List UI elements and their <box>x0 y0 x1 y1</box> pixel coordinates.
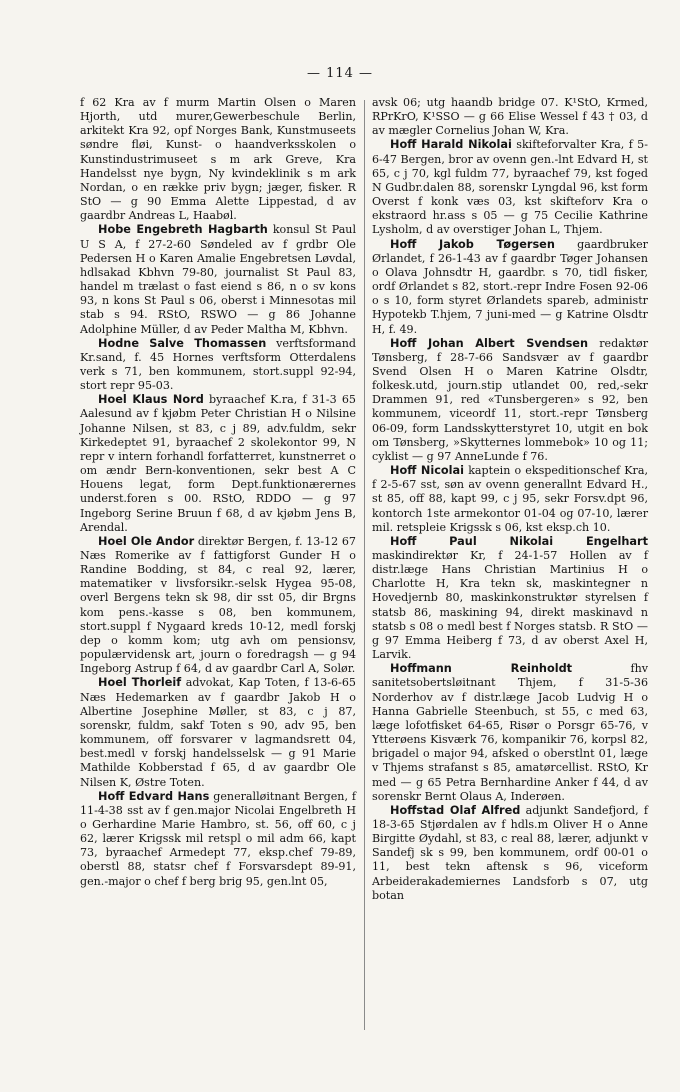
entry-text: kaptein o ekspeditionschef Kra, f 2-5-67 sst, søn av ovenn generallnt Edvard H., st 85, off 88, kapt 99, c j 95, sekr Forsv.dpt 96, kontorch 1ste armekontor 01-04 og 07-10, lærer mil. retspleie Krigssk s 06, kst eksp.ch 10. <box>372 464 648 534</box>
biography-entry <box>80 535 356 677</box>
right-column <box>372 96 648 903</box>
biography-entry <box>372 535 648 662</box>
entry-name: Hodne Salve Thomassen <box>98 336 267 350</box>
entry-name: Hoff Jakob Tøgersen <box>390 237 555 251</box>
entry-text: generalløitnant Bergen, f 11-4-38 sst av f gen.major Nicolai Engelbreth H o Gerhardine Marie Hambro, st. 56, off 60, c j 62, lærer Krigssk mil retspl o mil adm 66, kapt 73, byraachef Armedept 77, eksp.chef 79-89, oberstl 88, statsr chef f Forsvarsdept 89-91, gen.-major o chef f berg brig 95, gen.lnt 05, <box>80 789 356 888</box>
entry-name: Hoff Edvard Hans <box>98 789 210 803</box>
entry-name: Hoel Ole Andor <box>98 534 195 548</box>
entry-name: Hoffstad Olaf Alfred <box>390 803 521 817</box>
biography-entry <box>80 790 356 889</box>
biography-entry <box>80 676 356 789</box>
entry-text: verftsformand Kr.sand, f. 45 Hornes verftsform Otterdalens verk s 71, ben kommunem, stort.suppl 92-94, stort repr 95-03. <box>80 336 356 393</box>
entry-text: skifteforvalter Kra, f 5-6-47 Bergen, bror av ovenn gen.-lnt Edvard H, st 65, c j 70, kgl fuldm 77, byraachef 79, kst foged N Gudbr.dalen 88, sorenskr Lyngdal 96, kst form Overst f konk væs 03, kst skifteforv Kra o ekstraord hr.ass s 05 — g 75 Cecilie Kathrine Lysholm, d av overstiger Johan L, Thjem. <box>372 138 649 237</box>
biography-entry <box>80 223 356 336</box>
entry-name: Hoffmann Reinholdt <box>390 662 573 676</box>
entry-name: Hoff Nicolai <box>390 464 465 478</box>
entry-name: Hoff Harald Nikolai <box>390 138 512 152</box>
entry-name: Hobe Engebreth Hagbarth <box>98 223 268 237</box>
entry-text: advokat, Kap Toten, f 13-6-65 Næs Hedemarken av f gaardbr Jakob H o Albertine Josephine Møller, st 83, c j 87, sorenskr, fuldm, sakf Toten s 90, adv 95, ben kommunem, off forsvarer v lagmandsrett 04, best.medl v forskj handelsselsk — g 91 Marie Mathilde Kobberstad f 65, d av gaardbr Ole Nilsen K, Østre Toten. <box>80 676 356 789</box>
column-divider <box>364 100 365 1030</box>
biography-entry <box>372 662 648 804</box>
entry-text: f 62 Kra av f murm Martin Olsen o Maren Hjorth, utd murer,Gewerbeschule Berlin, arkitekt Kra 92, opf Norges Bank, Kunstmuseets søndre fløi, Kunst- o haandverksskolen o Kunstindustrimuseet s m ark Greve, Kra Handelsst nye bygn, Ny kvindeklinik s m ark Nordan, o en række priv bygn; jæger, fisker. R StO — g 90 Emma Alette Lippestad, d av gaardbr Andreas L, Haabøl. <box>80 96 356 223</box>
biography-entry <box>372 464 648 535</box>
page-number: — 114 — <box>306 66 374 81</box>
biography-entry <box>80 337 356 394</box>
entry-name: Hoel Thorleif <box>98 676 182 690</box>
entry-name: Hoel Klaus Nord <box>98 393 204 407</box>
entry-name: Hoff Johan Albert Svendsen <box>390 336 589 350</box>
entry-name: Hoff Paul Nikolai Engelhart <box>390 534 648 548</box>
entry-text: direktør Bergen, f. 13-12 67 Næs Romerike av f fattigforst Gunder H o Randine Bodding, st 84, c real 92, lærer, matematiker v livsforsikr.-selsk Hygea 95-08, overl Bergens tekn sk 98, dir sst 05, dir Brgns kom pens.-kasse s 08, ben kommunem, stort.suppl f Nygaard kreds 10-12, medl forskj dep o komm kom; utg avh om pensionsv, populærvidensk art, journ o foredragsh — g 94 Ingeborg Astrup f 64, d av gaardbr Carl A, Solør. <box>80 534 356 676</box>
entry-text: redaktør Tønsberg, f 28-7-66 Sandsvær av f gaardbr Svend Olsen H o Maren Katrine Olsdtr, folkesk.utd, journ.stip utlandet 00, red,-sekr Drammen 91, red «Tunsbergeren» s 92, ben kommunem, viceordf 11, stort.-repr Tønsberg 06-09, form Landsskytterstyret 10, utgit en bok om Tønsberg, »Skytternes lommebok» 10 og 11; cyklist — g 97 AnneLunde f 76. <box>372 336 648 463</box>
biography-entry-continuation <box>80 96 356 223</box>
biography-entry-continuation <box>372 96 648 138</box>
entry-text: fhv sanitetsobertsløitnant Thjem, f 31-5-36 Norderhov av f distr.læge Jacob Ludvig H o Hanna Gabrielle Steenbuch, st 55, c med 63, læge lofotfisket 64-65, Risør o Porsgr 65-76, v Ytterøens Kisværk 76, kompanikir 76, korpsl 82, brigadel o major 94, afsked o oberstlnt 01, læge v Thjems strafanst s 85, amatørcellist. RStO, Kr med — g 65 Petra Bernhardine Anker f 44, d av sorenskr Bernt Olaus A, Inderøen. <box>372 662 649 803</box>
entry-text: maskindirektør Kr, f 24-1-57 Hollen av f distr.læge Hans Christian Martinius H o Charlotte H, Kra tekn sk, maskintegner n Hovedjernb 80, maskinkonstruktør styrelsen f statsb 86, maskining 94, direkt maskinavd n statsb s 08 o medl best f Norges statsb. R StO — g 97 Emma Heiberg f 73, d av oberst Axel H, Larvik. <box>372 549 648 662</box>
entry-text: avsk 06; utg haandb bridge 07. K¹StO, Krmed, RPrKrO, K¹SSO — g 66 Elise Wessel f 43 † 03, d av mægler Cornelius Johan W, Kra. <box>372 96 648 138</box>
biography-entry <box>372 804 648 903</box>
entry-text: adjunkt Sandefjord, f 18-3-65 Stjørdalen av f hdls.m Oliver H o Anne Birgitte Øydahl, st 83, c real 88, lærer, adjunkt v Sandefj sk s 99, ben kommunem, ordf 00-01 o 11, best tekn aftensk s 96, viceform Arbeiderakademiernes Landsforb s 07, utg botan <box>372 803 648 902</box>
biography-entry <box>80 393 356 535</box>
entry-text: byraachef K.ra, f 31-3 65 Aalesund av f kjøbm Peter Christian H o Nilsine Johanne Nilsen, st 83, c j 89, adv.fuldm, sekr Kirkedeptet 91, byraachef 2 skolekontor 99, N repr v intern forhandl forfatterret, kunstnerret o om ændr Bern-konventionen, sekr best A C Houens legat, form Dept.funktionærernes underst.foren s 00. RStO, RDDO — g 97 Ingeborg Serine Bruun f 68, d av kjøbm Jens B, Arendal. <box>80 393 356 534</box>
biography-entry <box>372 238 648 337</box>
entry-text: konsul St Paul U S A, f 27-2-60 Søndeled av f grdbr Ole Pedersen H o Karen Amalie Engebretsen Løvdal, hdlsakad Kbhvn 79-80, journalist St Paul 83, handel m trælast o fast eiend s 86, n o sv kons 93, n kons St Paul s 06, oberst i Minnesotas mil stab s 94. RStO, RSWO — g 86 Johanne Adolphine Müller, d av Peder Maltha M, Kbhvn. <box>80 223 356 336</box>
biography-entry <box>372 337 648 464</box>
entry-text: gaardbruker Ørlandet, f 26-1-43 av f gaardbr Tøger Johansen o Olava Johnsdtr H, gaardbr. s 70, tidl fisker, ordf Ørlandet s 82, stort.-repr Indre Fosen 92-06 o s 10, form styret Ørlandets spareb, administr Hypotekb T.hjem, 7 juni-med — g Katrine Olsdtr H, f. 49. <box>372 237 648 336</box>
left-column <box>80 96 356 889</box>
biography-entry <box>372 138 648 237</box>
